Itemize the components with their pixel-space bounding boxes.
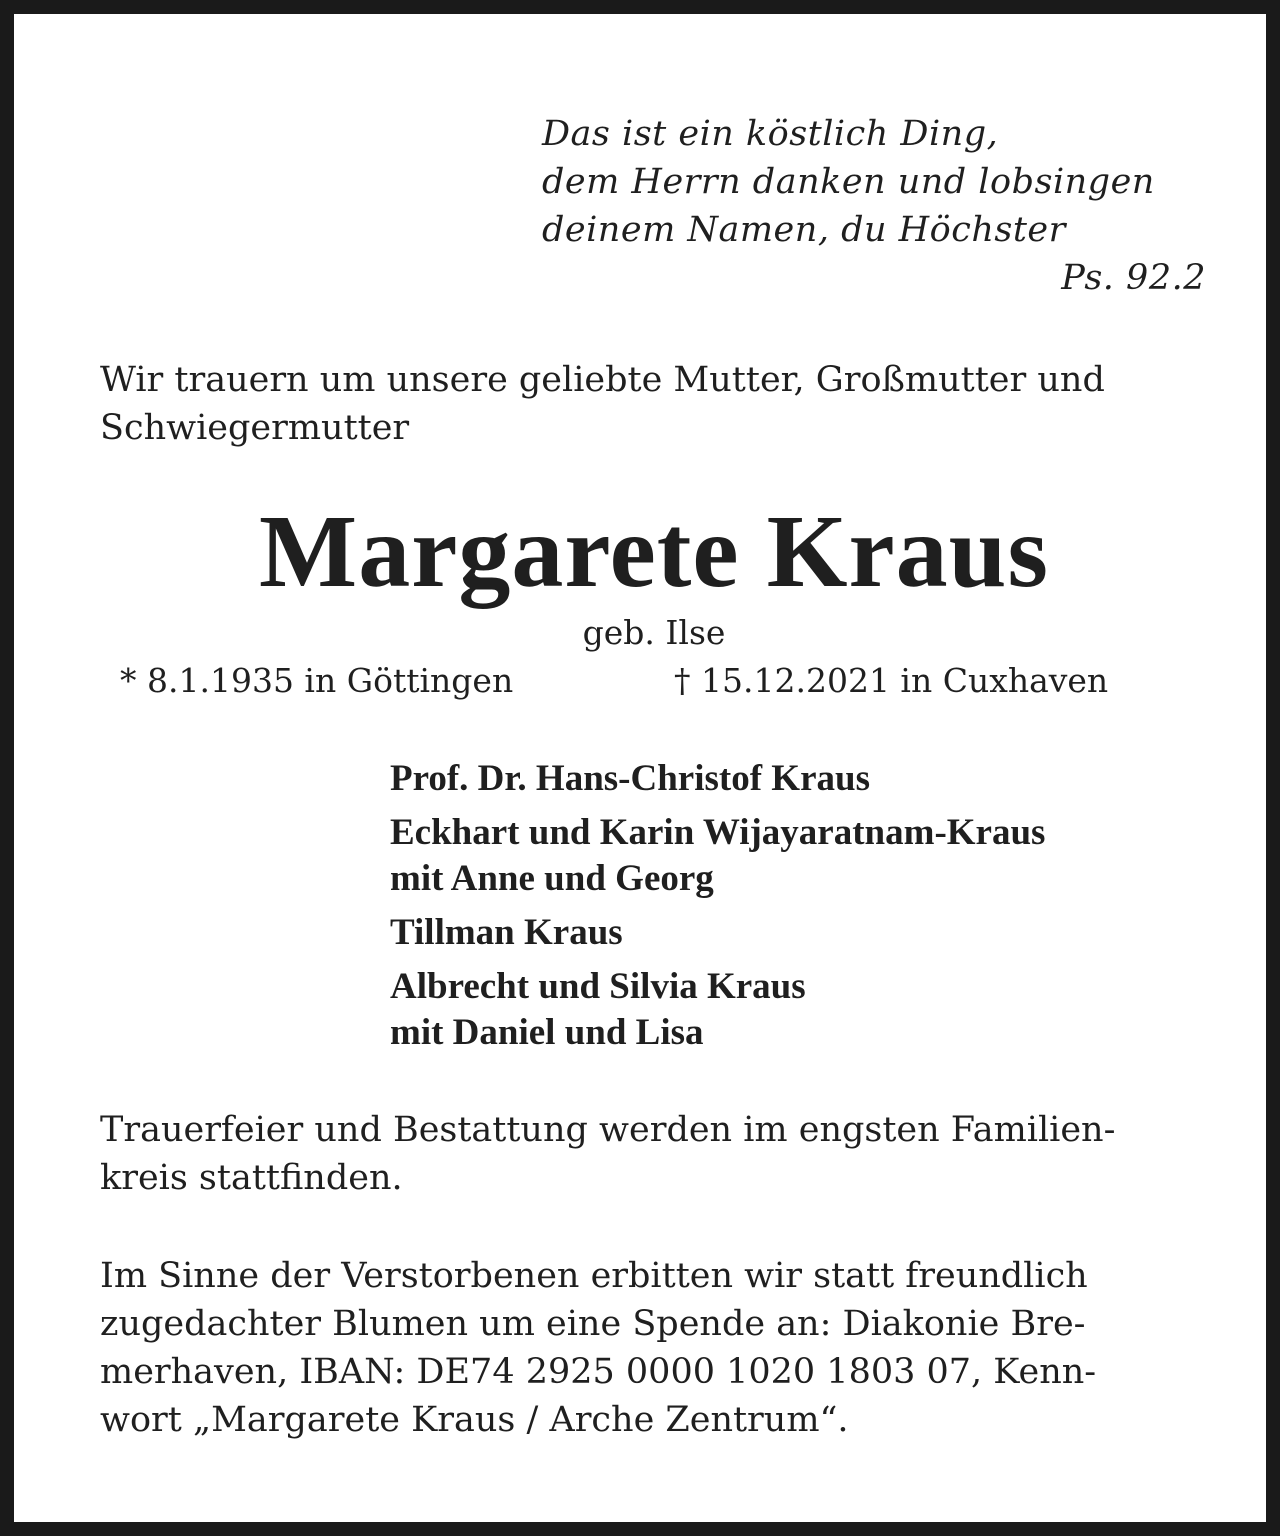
mourner-group — [390, 810, 1210, 902]
verse-line: dem Herrn danken und lobsingen — [542, 162, 1155, 202]
verse-line: Das ist ein köstlich Ding, — [542, 114, 999, 154]
donation-line: merhaven, IBAN: DE74 2925 0000 1020 1803 07, Kenn- — [100, 1352, 1097, 1392]
donation-notice — [100, 1252, 1210, 1444]
bible-verse — [542, 110, 1206, 302]
funeral-notice — [100, 1106, 1210, 1202]
mourning-intro — [100, 356, 1210, 452]
mourner-name: Prof. Dr. Hans-Christof Kraus — [390, 758, 870, 799]
verse-reference: Ps. 92.2 — [1061, 258, 1206, 298]
birth-date: * 8.1.1935 in Göttingen — [120, 661, 514, 700]
donation-line: wort „Margarete Kraus / Arche Zentrum“. — [100, 1400, 849, 1440]
maiden-name: geb. Ilse — [582, 613, 726, 652]
mourner-group — [390, 756, 1210, 802]
mourner-group — [390, 910, 1210, 956]
mourner-name: Eckhart und Karin Wijayaratnam-Kraus — [390, 812, 1046, 853]
mourner-name: Tillman Kraus — [390, 912, 623, 953]
mourner-group — [390, 964, 1210, 1056]
mourner-name: mit Anne und Georg — [390, 858, 714, 899]
donation-line: zugedachter Blumen um eine Spende an: Diakonie Bre- — [100, 1304, 1086, 1344]
intro-line: Wir trauern um unsere geliebte Mutter, Großmutter und — [100, 360, 1105, 400]
deceased-name: Margarete Kraus — [259, 494, 1049, 609]
verse-line: deinem Namen, du Höchster — [542, 210, 1066, 250]
mourner-name: mit Daniel und Lisa — [390, 1012, 704, 1053]
donation-line: Im Sinne der Verstorbenen erbitten wir statt freundlich — [100, 1256, 1088, 1296]
funeral-line: Trauerfeier und Bestattung werden im engsten Familien- — [100, 1110, 1116, 1150]
mourner-name: Albrecht und Silvia Kraus — [390, 966, 806, 1007]
funeral-line: kreis stattfinden. — [100, 1158, 403, 1198]
death-date: † 15.12.2021 in Cuxhaven — [674, 661, 1109, 700]
mourners-list — [390, 756, 1210, 1064]
intro-line: Schwiegermutter — [100, 408, 410, 448]
